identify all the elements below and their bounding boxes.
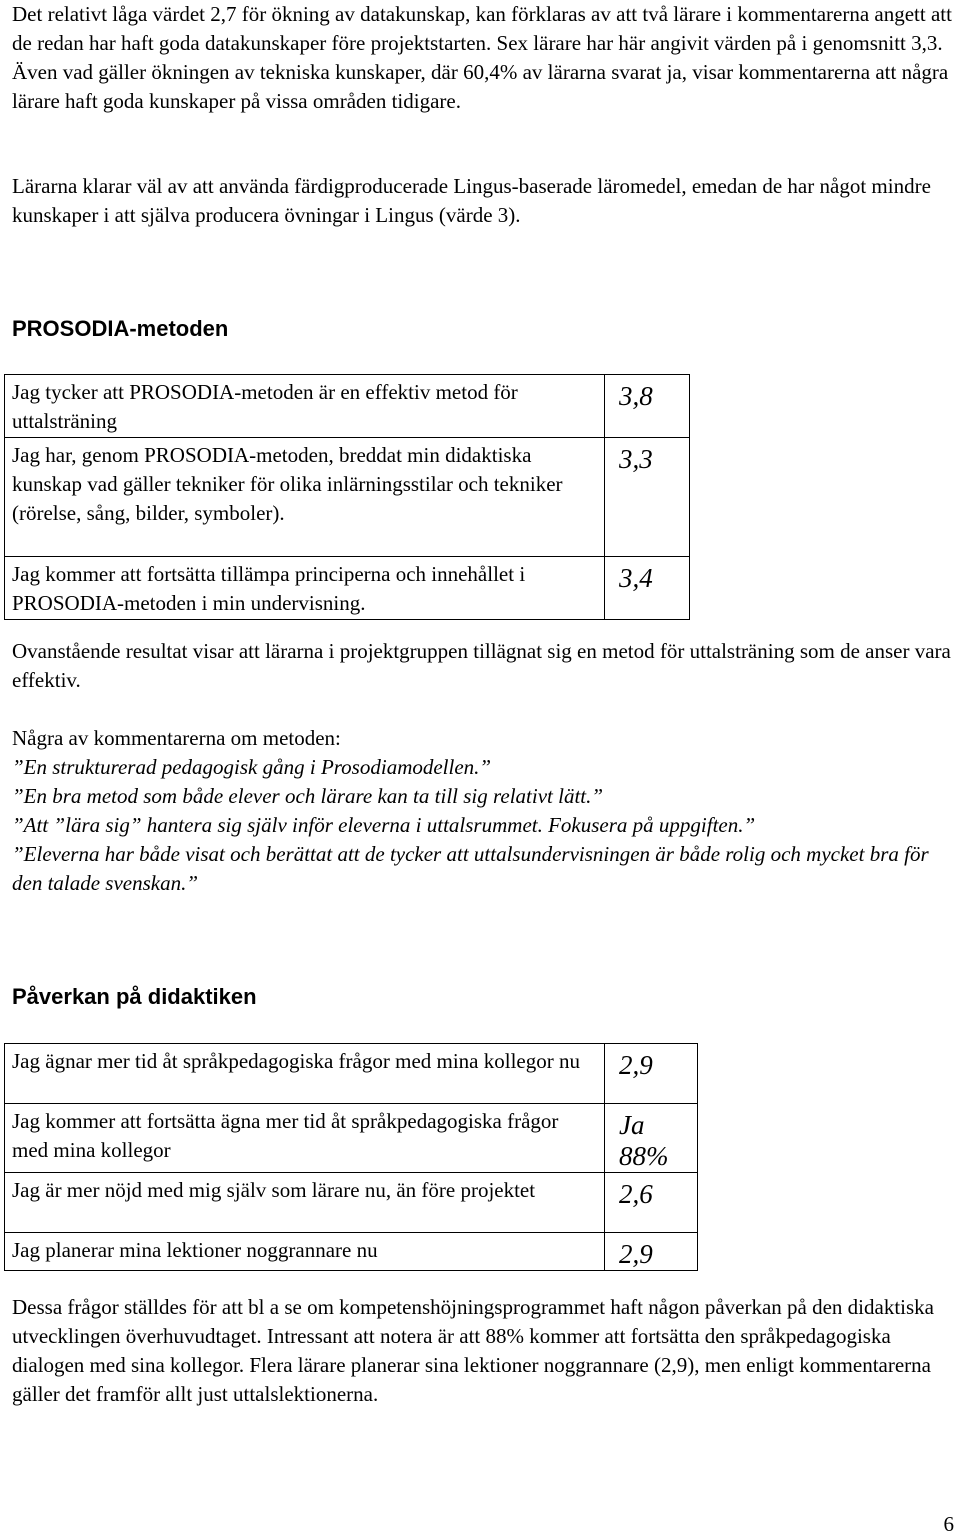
table-row — [5, 1104, 698, 1173]
table-question: Jag tycker att PROSODIA-metoden är en effektiv metod för uttalsträning — [5, 375, 605, 438]
section-heading-prosodia: PROSODIA-metoden — [12, 316, 229, 341]
table-row — [5, 1044, 698, 1104]
table-value: 3,4 — [605, 557, 690, 620]
table-question: Jag har, genom PROSODIA-metoden, breddat min didaktiska kunskap vad gäller tekniker för olika inlärningsstilar och tekniker (rörelse, sång, bilder, symboler). — [5, 438, 605, 557]
summary-paragraph: Dessa frågor ställdes för att bl a se om kompetenshöjningsprogrammet haft någon påverkan på den didaktiska utvecklingen överhuvudtaget. Intressant att notera är att 88% kommer att fortsätta den språkpedagogiska dialogen med sina kollegor. Flera lärare planerar sina lektioner noggrannare (2,9), men enligt kommentarerna gäller det framför allt just uttalslektionerna. — [12, 1295, 934, 1406]
table-question: Jag planerar mina lektioner noggrannare nu — [5, 1233, 605, 1271]
comment-quote: ”Att ”lära sig” hantera sig själv inför eleverna i uttalsrummet. Fokusera på uppgiften.” — [12, 813, 756, 837]
table-value: 2,9 — [605, 1044, 698, 1104]
section-heading-didactics: Påverkan på didaktiken — [12, 984, 257, 1009]
comment-quote: ”En bra metod som både elever och lärare kan ta till sig relativt lätt.” — [12, 784, 604, 808]
intro-paragraph-2: Lärarna klarar väl av att använda färdigproducerade Lingus-baserade läromedel, emedan de har något mindre kunskaper i att själva producera övningar i Lingus (värde 3). — [12, 174, 931, 227]
comment-quote: ”En strukturerad pedagogisk gång i Prosodiamodellen.” — [12, 755, 492, 779]
table-value: 3,8 — [605, 375, 690, 438]
table-question: Jag är mer nöjd med mig själv som lärare nu, än före projektet — [5, 1173, 605, 1233]
didactics-rating-table — [4, 1043, 698, 1271]
result-paragraph: Ovanstående resultat visar att lärarna i projektgruppen tillägnat sig en metod för uttalsträning som de anser vara effektiv. — [12, 639, 951, 692]
table-question: Jag kommer att fortsätta tillämpa principerna och innehållet i PROSODIA-metoden i min undervisning. — [5, 557, 605, 620]
table-question: Jag ägnar mer tid åt språkpedagogiska frågor med mina kollegor nu — [5, 1044, 605, 1104]
table-row — [5, 438, 690, 557]
table-row — [5, 1233, 698, 1271]
comments-intro: Några av kommentarerna om metoden: — [12, 726, 341, 750]
comments-block — [12, 724, 956, 898]
table-value: 2,9 — [605, 1233, 698, 1271]
table-value: 3,3 — [605, 438, 690, 557]
comment-quote: ”Eleverna har både visat och berättat att de tycker att uttalsundervisningen är både rolig och mycket bra för den talade svenskan.” — [12, 842, 929, 895]
table-row — [5, 557, 690, 620]
table-value: 2,6 — [605, 1173, 698, 1233]
prosodia-rating-table — [4, 374, 690, 620]
intro-paragraph-1: Det relativt låga värdet 2,7 för ökning av datakunskap, kan förklaras av att två lärare i kommentarerna angett att de redan har haft goda datakunskaper före projektstarten. Sex lärare har här angivit värden på i genomsnitt 3,3. Även vad gäller ökningen av tekniska kunskaper, där 60,4% av lärarna svarat ja, visar kommentarerna att några lärare haft goda kunskaper på vissa områden tidigare. — [12, 2, 952, 113]
page-number: 6 — [943, 1512, 954, 1536]
table-value: Ja 88% — [605, 1104, 698, 1173]
table-row — [5, 1173, 698, 1233]
table-question: Jag kommer att fortsätta ägna mer tid åt språkpedagogiska frågor med mina kollegor — [5, 1104, 605, 1173]
table-row — [5, 375, 690, 438]
